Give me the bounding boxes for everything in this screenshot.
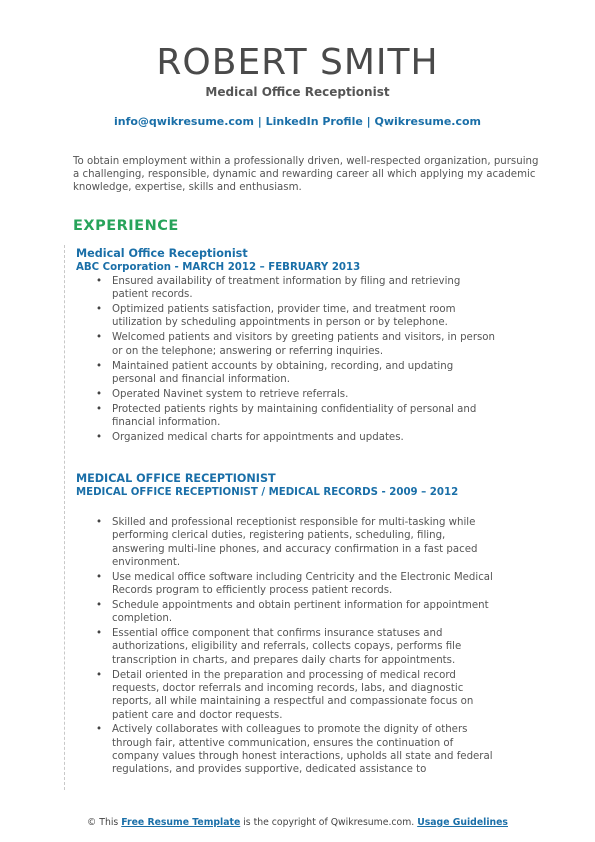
- job-bullet: • Essential office component that confirms insurance statuses and authorizations, eligibility and referrals, collects copays, performs file transcription in charts, and prepares daily charts for appointments.: [112, 627, 496, 667]
- job-entry: [76, 471, 496, 778]
- contact-separator: |: [253, 115, 266, 128]
- footer-middle: is the copyright of Qwikresume.com.: [240, 817, 418, 828]
- candidate-name: ROBERT SMITH: [156, 42, 439, 83]
- job-bullet: • Maintained patient accounts by obtaining, recording, and updating personal and financial information.: [112, 360, 496, 387]
- job-entry: [76, 246, 496, 446]
- job-bullet: • Use medical office software including Centricity and the Electronic Medical Records program to efficiently process patient records.: [112, 571, 496, 598]
- job-bullet: • Operated Navinet system to retrieve referrals.: [112, 388, 496, 401]
- job-bullet: • Schedule appointments and obtain pertinent information for appointment completion.: [112, 599, 496, 626]
- job-bullet: • Ensured availability of treatment information by filing and retrieving patient records.: [112, 275, 496, 302]
- objective-text: To obtain employment within a professionally driven, well-respected organization, pursuing a challenging, responsible, dynamic and rewarding career all which applying my academic knowledge, expertise, skills and enthusiasm.: [73, 156, 539, 194]
- footer-prefix: © This: [87, 817, 122, 828]
- job-bullet: • Optimized patients satisfaction, provider time, and treatment room utilization by scheduling appointments in person or by telephone.: [112, 303, 496, 330]
- job-bullet-list: [76, 516, 496, 777]
- contact-separator: |: [362, 115, 375, 128]
- linkedin-link[interactable]: LinkedIn Profile: [265, 115, 363, 128]
- job-bullet: • Skilled and professional receptionist responsible for multi-tasking while performing clerical duties, registering patients, scheduling, filing, answering multi-line phones, and accuracy confirmation in a fast paced environment.: [112, 516, 496, 569]
- usage-guidelines-link[interactable]: Usage Guidelines: [417, 817, 508, 828]
- candidate-title: Medical Office Receptionist: [205, 85, 390, 99]
- free-template-link[interactable]: Free Resume Template: [121, 817, 241, 828]
- job-title: MEDICAL OFFICE RECEPTIONIST: [76, 472, 276, 485]
- website-link[interactable]: Qwikresume.com: [374, 115, 482, 128]
- job-company-dates: ABC Corporation - MARCH 2012 – FEBRUARY 2013: [76, 262, 361, 273]
- email-link[interactable]: info@qwikresume.com: [113, 115, 254, 128]
- contact-line: [0, 114, 595, 130]
- experience-heading: EXPERIENCE: [73, 218, 179, 234]
- job-bullet: • Welcomed patients and visitors by greeting patients and visitors, in person or on the telephone; answering or referring inquiries.: [112, 331, 496, 358]
- job-bullet: • Organized medical charts for appointments and updates.: [112, 431, 496, 444]
- footer-copyright: [0, 817, 595, 829]
- job-bullet: • Detail oriented in the preparation and processing of medical record requests, doctor referrals and incoming records, labs, and diagnostic reports, all while maintaining a respectful and compassionate focus on patient care and doctor requests.: [112, 669, 496, 722]
- job-title: Medical Office Receptionist: [76, 247, 248, 260]
- job-bullet: • Actively collaborates with colleagues to promote the dignity of others through fair, attentive communication, ensures the continuation of company values through honest interactions, upholds all state and federal regulations, and provides supportive, dedicated assistance to: [112, 723, 496, 776]
- timeline-divider: [64, 245, 65, 790]
- job-bullet-list: [76, 275, 496, 444]
- job-company-dates: MEDICAL OFFICE RECEPTIONIST / MEDICAL RECORDS - 2009 – 2012: [76, 487, 459, 498]
- job-bullet: • Protected patients rights by maintaining confidentiality of personal and financial information.: [112, 403, 496, 430]
